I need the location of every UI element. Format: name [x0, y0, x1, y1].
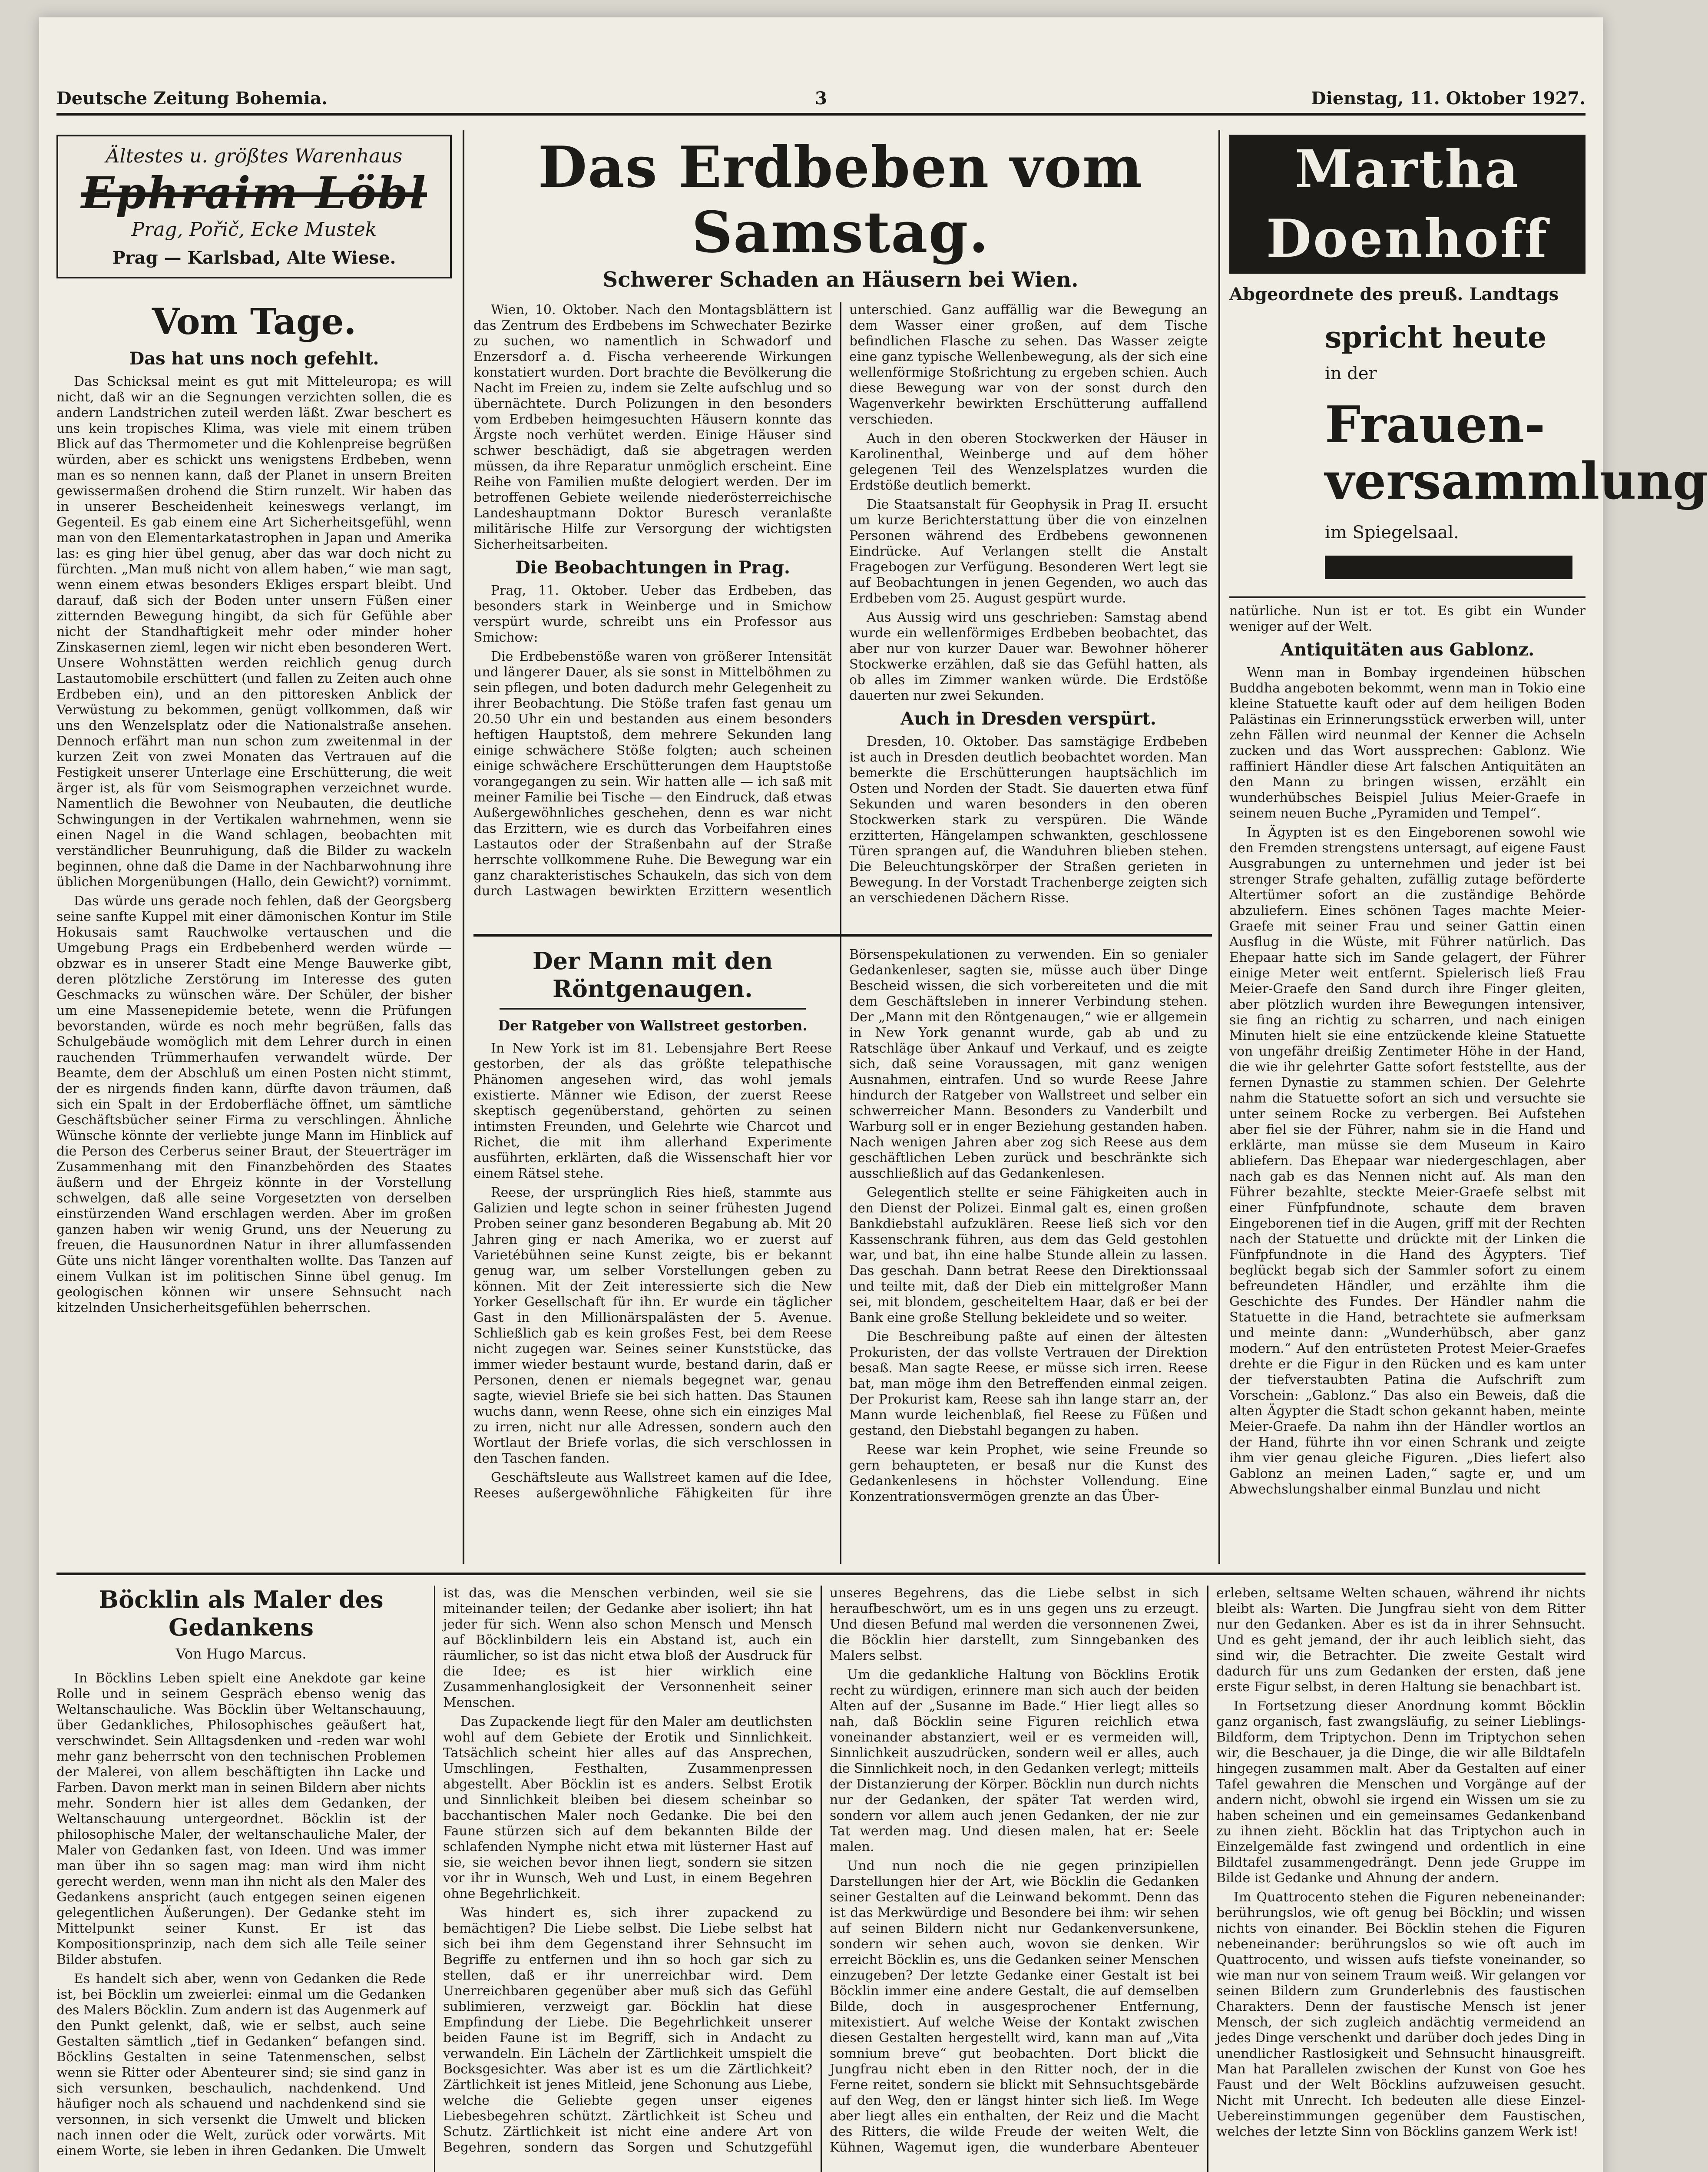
paragraph: Und nun noch die nie gegen prinzipiellen Darstellungen hier der Art, wie Böcklin die Gedanken seiner Gestalten auf die Leinwand bekommt. Denn das ist das Merkwürdige und Besondere bei ihm: wir sehen auf seinen Bildern nicht nur Gedankenversunkene, sondern wir sehen auch, wovon sie denken. Wir erreicht Böcklin es, uns die Gedanken seiner Menschen einzugeben? Der letzte Gedanke einer Gestalt ist bei Böcklin immer eine andere Gestalt, die auf demselben Bilde, doch in ausgesprochener Entfernung, mitexistiert. Auf welche Weise der Kontakt zwischen diesen Gestalten hergestellt wird, kann man auf „Vita somnium breve“ gut beobachten. Dort blickt die Jungfrau nicht eben in den Ritter noch, der in die Ferne reitet, sondern sie blickt mit Sehnsuchtsgebärde auf den Weg, den er längst hinter sich ließ. Im Wege aber liegt alles ein enthalten, der Reiz und die Macht des Ritters, die wilde Freude der weiten Welt, die Kühnen, Wagemut igen, die wunderbare Abenteuer erleben, seltsame Welten schauen, während ihr nichts bleibt als: Warten. Die Jungfrau sieht von dem Ritter nur den Gedanken. Aber es ist da in ihrer Sehnsucht. Und es geht jemand, der ihr auch leiblich sieht, das sind wir, die Betrachter. Die zweite Gestalt wird dadurch für uns zum Gedanken der ersten, daß jene erste Figur selbst, in deren Haltung sie benachbart ist. [830, 1586, 1586, 2155]
article-headline: Das Erdbeben vom Samstag. [538, 134, 1143, 265]
ad-brand-name: Ephraim Löbl [81, 167, 427, 219]
decorative-bar [1325, 556, 1572, 579]
article-title-gefehlt: Das hat uns noch gefehlt. [129, 348, 379, 369]
paragraph: Das Schicksal meint es gut mit Mitteleuropa; es will nicht, daß wir an die Segnungen verzichten sollen, die es andern Landstrichen zuteil werden läßt. Zwar beschert es uns kein tropisches Klima, was viele mit einem trüben Blick auf das Thermometer und die Kohlenpreise begrüßen würden, aber es schickt uns wenigstens Erdbeben, wenn man es so nennen kann, daß der Planet in unsern Breiten gewissermaßen drohend die Stirn runzelt. Wir haben das in unserer Bescheidenheit keineswegs verlangt, im Gegenteil. Es gab einem eine Art Sicherheitsgefühl, wenn man von den Elementarkatastrophen in Japan und Amerika las: es ging hier übel genug, aber das war doch nicht zu fürchten. „Man muß nicht von allem haben,“ wie man sagt, wenn einem etwas besonders Ekliges erspart bleibt. Und darauf, daß sich der Boden unter unsern Füßen einer zitternden Bewegung hingibt, da sich für Gefühle aber nicht der Standhaftigkeit mehr oder minder hoher Zinskasernen zieml, legen wir nicht eben besonderen Wert. Unsere Wohnstätten werden reichlich genug durch Lastautomobile erschüttert (und fallen zu Zeiten auch ohne Erdbeben ein), und an den pittoresken Anblick der Verwüstung zu bekommen, genügt vollkommen, daß wir uns den Wenzelsplatz oder die Nationalstraße ansehen. Dennoch erfährt man nun schon zum zweitenmal in der kurzen Zeit von zwei Monaten das Vertrauen auf die Festigkeit unserer Unterlage eine Erschütterung, die weit ärger ist, als für vom Seismographen verzeichnet wurde. Namentlich die Bewohner von Neubauten, die deutliche Schwingungen in der Vertikalen wahrnehmen, wenn sie einen Nagel in die Wand schlagen, beobachten mit verständlicher Beunruhigung, daß die Bilder zu wackeln beginnen, ohne daß die Dame in der Nachbarwohnung ihre üblichen Morgenübungen (Hallo, dein Gewicht?) vornimmt. [56, 374, 452, 890]
page-number: 3 [815, 88, 827, 109]
paragraph: In Fortsetzung dieser Anordnung kommt Böcklin ganz organisch, fast zwangsläufig, zu seiner Lieblings-Bildform, dem Triptychon. Denn im Triptychon sehen wir, die Beschauer, ja die Dinge, die wir alle Bildtafeln hingegen zusammen malt. Aber da Gestalten auf einer Tafel gewahren die Menschen und Vorgänge auf der andern nicht, obwohl sie irgend ein Wissen um sie zu haben scheinen und ein gemeinsames Gedankenband zu ihnen zieht. Böcklin hat das Triptychon auch in Einzelgemälde fast zwingend und ordentlich in eine Bildtafel zusammengedrängt. Denn jede Gruppe im Bilde ist Gedanke und Ahnung der andern. [1216, 1699, 1586, 1886]
paragraph: Die Erdbebenstöße waren von größerer Intensität und längerer Dauer, als sie sonst in Mittelböhmen zu sein pflegen, und boten dadurch mehr Gelegenheit zu ihrer Beobachtung. Die Stöße trafen fast genau um 20.50 Uhr ein und bestanden aus einem besonders heftigen Hauptstoß, dem mehrere Sekunden lang einige schwächere Stöße folgten; auch scheinen einige schwächere Erschütterungen dem Hauptstoße vorangegangen zu sein. Wir hatten alle — ich saß mit meiner Familie bei Tische — den Eindruck, daß etwas Außergewöhnliches geschehen, denn es war nicht das Erzittern, wie es durch das Vorbeifahren eines Lastautos oder der Straßenbahn auf der Straße herrschte vollkommene Ruhe. Die Bewegung war ein ganz charakteristisches Schaukeln, das sich von dem durch Lastwagen bewirkten Erzittern wesentlich unterschied. Ganz auffällig war die Bewegung an dem Wasser einer großen, auf dem Tische befindlichen Flasche zu sehen. Das Wasser zeigte eine ganz typische Wellenbewegung, als der sich eine wellenförmige Stoßrichtung zu ergeben schien. Auch diese Bewegung war von der sonst durch den Wagenverkehr bewirkten Erschütterung auffallend verschieden. [473, 302, 1208, 899]
paragraph: Wenn man in Bombay irgendeinen hübschen Buddha angeboten bekommt, wenn man in Tokio eine kleine Statuette kauft oder auf dem heiligen Boden Palästinas ein Erinnerungsstück erwerben will, unter zehn Fällen wird neunmal der Kenner die Achseln zucken und das Wort aussprechen: Gablonz. Wie raffiniert Händler diese Art falschen Antiquitäten an den Mann zu bringen wissen, erzählt ein wunderhübsches Beispiel Julius Meier-Graefe in seinem neuen Buche „Pyramiden und Tempel“. [1229, 665, 1586, 821]
byline: Von Hugo Marcus. [175, 1646, 307, 1662]
article-headline: Der Mann mit den Röntgenaugen. [532, 947, 773, 1003]
speaker-name: Martha Doenhoff [1229, 135, 1586, 274]
advertisement-loebl [56, 135, 452, 278]
column-right [1229, 135, 1708, 1564]
article-columns [56, 1586, 1586, 2172]
masthead-name: Deutsche Zeitung Bohemia. [56, 88, 328, 109]
article-headline: Böcklin als Maler des Gedankens [99, 1586, 384, 1641]
speaks-today: spricht heute [1325, 320, 1547, 355]
paragraph: Wien, 10. Oktober. Nach den Montagsblättern ist das Zentrum des Erdbebens im Schwechater Bezirke zu suchen, wo namentlich in Schwadorf und Enzersdorf a. d. Fischa verheerende Wirkungen konstatiert wurden. Dort brachte die Bevölkerung die Nacht im Freien zu, indem sie Zelte aufschlug und so übernächtete. Durch Polizungen in den besonders vom Erdbeben heimgesuchten Häusern konnte das Ärgste noch verhütet werden. Einige Häuser sind schwer beschädigt, daß sie abgetragen werden müssen, da ihre Reparatur unmöglich erscheint. Eine Reihe von Familien mußte delogiert werden. Der im betroffenen Gebiete weilende niederösterreichische Landeshauptmann Doktor Buresch veranlaßte militärische Hilfe zur Versorgung der wichtigsten Sicherheitsarbeiten. [473, 302, 832, 552]
event-name: Frauen-versammlung [1325, 395, 1708, 511]
paragraph: Es handelt sich aber, wenn von Gedanken die Rede ist, bei Böcklin um zweierlei: einmal um die Gedanken des Malers Böcklin. Zum andern ist das Augenmerk auf den Punkt gelenkt, daß, wie er selbst, auch seine Gestalten sämtlich „tief in Gedanken“ befangen sind. Böcklins Gestalten in seine Tatenmenschen, selbst wenn sie Ritter oder Abenteurer sind; sie sind ganz in sich versunken, beschaulich, nachdenkend. Und häufiger noch als schauend und nachdenkend sind sie versonnen, in sich versenkt die Umwelt und blicken nach innen oder die Welt, zurück oder vorwärts. Mit einem Worte, sie leben in ihren Gedanken. Die Umwelt ist das, was die Menschen verbinden, weil sie sie miteinander teilen; der Gedanke aber isoliert; ihn hat jeder für sich. Wenn also schon Mensch und Mensch auf Böcklinbildern leis ein Abstand ist, auch ein räumlicher, so ist das nicht etwa bloß der Ausdruck für die Idee; es ist hier wirklich eine Zusammenhanglosigkeit der Versonnenheit seiner Menschen. [56, 1586, 812, 2159]
issue-date: Dienstag, 11. Oktober 1927. [1311, 88, 1586, 109]
article-body-vom-tage [56, 374, 452, 1316]
paragraph: Reese war kein Prophet, wie seine Freunde so gern behaupteten, er besaß nur die Kunst des Gedankenlesens in höchster Vollendung. Eine Konzentrationsvermögen grenzte an das Über- [849, 1442, 1208, 1504]
paragraph: Um die gedankliche Haltung von Böcklins Erotik recht zu würdigen, erinnere man sich auch der beiden Alten auf der „Susanne im Bade.“ Hier liegt alles so nah, daß Böcklin seine Figuren reichlich etwa voneinander abstanziert, weil er es vermeiden will, Sinnlichkeit auszudrücken, sondern weil er alles, auch die Sinnlichkeit noch, in den Gedanken verlegt; mitteils der Distanzierung der Körper. Böcklin nun durch nichts nur der Gedanken, der später Tat werden wird, sondern vor allem auch jenen Gedanken, der nie zur Tat werden mag. Und diesen malen, hat er: Seele malen. [830, 1667, 1199, 1854]
article-subheadline: Der Ratgeber von Wallstreet gestorben. [498, 1017, 808, 1034]
paragraph: In Ägypten ist es den Eingeborenen sowohl wie den Fremden strengstens untersagt, auf eigene Faust Ausgrabungen zu unternehmen und jeder ist bei strenger Strafe gehalten, zufällig zutage beförderte Altertümer sofort an die zuständige Behörde abzuliefern. Eines schönen Tages machte Meier-Graefe mit seiner Frau und seiner Gattin einen Ausflug in die Wüste, mit Führer natürlich. Das Ehepaar hatte sich im Sande gelagert, der Führer einige Meter weit entfernt. Spielerisch ließ Frau Meier-Graefe den Sand durch ihre Finger gleiten, aber plötzlich wurden ihre Bewegungen intensiver, sie fing an richtig zu scharren, und nach einigen Minuten hielt sie eine entzückende kleine Statuette von ungefähr dreißig Zentimeter Höhe in der Hand, die wie ihr gelehrter Gatte sofort feststellte, aus der fernen Dynastie zu stammen schien. Der Gelehrte nahm die Statuette sofort an sich und versuchte sie unter seinem Rocke zu verbergen. Bei Aufstehen aber fiel sie der Führer, nahm sie in die Hand und erklärte, man müsse sie dem Museum in Kairo abliefern. Das Ehepaar war niedergeschlagen, aber nach gab es das Nennen nicht auf. Als man den Führer bezahlte, steckte Meier-Graefe selbst mit einer Fünfpfundnote, schaute dem braven Eingeborenen tief in die Augen, griff mit der Rechten nach der Statuette und drückte mit der Linken die Fünfpfundnote in die Hand des Ägypters. Tief beglückt begab sich der Sammler sofort zu einem befreundeten Händler, und erzählte ihm die Geschichte des Fundes. Der Händler nahm die Statuette in die Hand, betrachtete sie aufmerksam und meinte dann: „Wunderhübsch, aber ganz modern.“ Auf den entrüsteten Protest Meier-Graefes drehte er die Figur in den Rücken und es kam unter der tiefverstaubten Patina die Aufschrift zum Vorschein: „Gablonz.“ Das also ein Beweis, daß die alten Ägypter die Stadt schon gekannt haben, meinte Meier-Graefe. Da nahm ihn der Händler wortlos an der Hand, führte ihn vor einen Schrank und zeigte ihm vier genau gleiche Figuren. „Dies liefert also Gablonz an meinen Laden,“ sagte er, und um Abwechslungshalber einmal Bunzlau und nicht [1229, 825, 1586, 1497]
paragraph: Im Quattrocento stehen die Figuren nebeneinander: berührungslos, wie oft genug bei Böcklin; und wissen nichts von einander. Bei Böcklin stehen die Figuren nebeneinander: berührungslos so wie oft auch im Quattrocento, und wissen aufs tiefste voneinander, so wie man nur von seinem Traum weiß. Wir gelangen vor seinen Bildern zum Grunderlebnis des faustischen Charakters. Denn der faustische Mensch ist jener Mensch, der sich zugleich andächtig vermeidend an jedes Dinge verschenkt und darüber doch jedes Ding in unendlicher Rastlosigkeit und Sehnsucht hinausgreift. Man hat Parallelen zwischen der Kunst von Goe hes Faust und der Welt Böcklins aufzuweisen gesucht. Nicht mit Unrecht. Ich bedeuten alle diese Einzel-Uebereinstimmungen gegenüber dem Faustischen, welches der letzte Sinn von Böcklins ganzem Werk ist! [1216, 1890, 1586, 2139]
paragraph: Aus Aussig wird uns geschrieben: Samstag abend wurde ein wellenförmiges Erdbeben beobachtet, das aber nur von kurzer Dauer war. Bewohner höherer Stockwerke erzählen, daß sie das Gefühl hatten, als ob alles im Zimmer wanken würde. Die Erdstöße dauerten nur zwei Sekunden. [849, 610, 1208, 703]
paragraph: Dresden, 10. Oktober. Das samstägige Erdbeben ist auch in Dresden deutlich beobachtet worden. Man bemerkte die Erschütterungen hauptsächlich im Osten und Norden der Stadt. Sie dauerten etwa fünf Sekunden und waren besonders in den oberen Stockwerken stark zu verspüren. Die Wände erzitterten, Hängelampen schwankten, geschlossene Türen sprangen auf, die Wanduhren blieben stehen. Die Beleuchtungskörper der Straßen gerieten in Bewegung. In der Vorstadt Trachenberge zeigten sich an verschiedenen Dächern Risse. [849, 734, 1208, 906]
section-heading-prag: Die Beobachtungen in Prag. [515, 557, 790, 578]
running-head [56, 83, 1586, 116]
paragraph: Die Staatsanstalt für Geophysik in Prag II. ersucht um kurze Berichterstattung über die von einzelnen Personen während des Erdbebens gewonnenen Eindrücke. Auf Verlangen stellt die Anstalt Fragebogen zur Verfügung. Besonderen Wert legt sie auf Beobachtungen in jenen Gegenden, wo auch das Erdbeben vom 25. August gespürt wurde. [849, 497, 1208, 606]
article-boecklin [56, 1586, 1586, 2172]
speaker-role: Abgeordnete des preuß. Landtags [1229, 284, 1559, 305]
paragraph: Geschäftsleute aus Wallstreet kamen auf die Idee, Reeses außergewöhnliche Fähigkeiten für ihre Börsenspekulationen zu verwenden. Ein so genialer Gedankenleser, sagten sie, müsse auch über Dinge Bescheid wissen, die sich vorbereiteten und die mit dem Geschäftsleben in innerer Verbindung stehen. Der „Mann mit den Röntgenaugen,“ wie er allgemein in New York genannt wurde, gab ab und zu Ratschläge über Ankauf und Verkauf, und es zeigte sich, daß seine Voraussagen, mit ganz wenigen Ausnahmen, eintrafen. Und so wurde Reese Jahre hindurch der Ratgeber von Wallstreet und selber ein schwerreicher Mann. Besonders zu Vanderbilt und Warburg soll er in enger Beziehung gestanden haben. Nach wenigen Jahren aber zog sich Reese aus dem geschäftlichen Leben zurück und beschränkte sich ausschließlich auf das Gedankenlesen. [473, 947, 1208, 1501]
section-rule [56, 1573, 1586, 1575]
paragraph: Prag, 11. Oktober. Ueber das Erdbeben, das besonders stark in Weinberge und in Smichow verspürt wurde, schreibt uns ein Professor aus Smichow: [473, 583, 832, 645]
paragraph: Auch in den oberen Stockwerken der Häuser in Karolinenthal, Weinberge und auf dem höher gelegenen Teil des Wenzelsplatzes wurden die Erdstöße deutlich bemerkt. [849, 431, 1208, 493]
paragraph: Gelegentlich stellte er seine Fähigkeiten auch in den Dienst der Polizei. Einmal galt es, einen großen Bankdiebstahl aufzuklären. Reese ließ sich vor den Kassenschrank führen, aus dem das Geld gestohlen war, und bat, ihn eine halbe Stunde allein zu lassen. Das geschah. Dann betrat Reese den Direktionssaal und teilte mit, daß der Dieb ein mittelgroßer Mann sei, mit blondem, gescheiteltem Haar, daß er bei der Bank eine große Stellung bekleidete und so weiter. [849, 1185, 1208, 1325]
article-columns [473, 947, 1208, 1564]
paragraph: In New York ist im 81. Lebensjahre Bert Reese gestorben, der als das größte telepathische Phänomen angesehen wird, das wohl jemals existierte. Männer wie Edison, der zuerst Reese skeptisch gegenüberstand, gehörten zu seinen intimsten Freunden, und Gelehrte wie Charcot und Richet, die mit ihm allerhand Experimente ausführten, erklärten, daß die Wissenschaft hier vor einem Rätsel stehe. [473, 1041, 832, 1181]
article-gablonz [1229, 596, 1586, 1497]
column-left [56, 135, 452, 1564]
ad-tagline: Ältestes u. größtes Warenhaus [106, 145, 403, 167]
newspaper-page [39, 17, 1708, 2172]
section-heading-dresden: Auch in Dresden verspürt. [900, 709, 1156, 729]
paragraph: Das Zupackende liegt für den Maler am deutlichsten wohl auf dem Gebiete der Erotik und Sinnlichkeit. Tatsächlich scheint hier alles auf das Ansprechen, Umschlingen, Festhalten, Zusammenpressen abgestellt. Aber Böcklin ist es anders. Selbst Erotik und Sinnlichkeit bleiben bei diesem scheinbar so bacchantischen Maler noch Gedanke. Die bei den Faune stürzen sich auf dem bekannten Bilde der schlafenden Nymphe nicht etwa mit lüsterner Hast auf sie, sie weichen bevor ihnen liegt, sondern sie sitzen vor ihr in Wunsch, Weh und Lust, in einem Begehren ohne Begehrlichkeit. [443, 1714, 812, 1901]
paragraph: Was hindert es, sich ihrer zupackend zu bemächtigen? Die Liebe selbst. Die Liebe selbst hat sich bei ihm dem Gegenstand ihrer Sehnsucht im Begriffe zu entfernen und ihn so hoch gar sich zu stellen, daß er ihr unerreichbar wird. Dem Unerreichbaren gegenüber aber muß sich das Gefühl sublimieren, verzweigt gar. Böcklin hat diese Empfindung der Liebe. Die Begehrlichkeit unserer beiden Faune ist im Begriff, sich in Andacht zu verwandeln. Ein Lächeln der Zärtlichkeit umspielt die Bocksgesichter. Was aber ist es um die Zärtlichkeit? Zärtlichkeit ist jenes Mitleid, jene Schonung aus Liebe, welche die Geliebte gegen unser eigenes Liebesbegehren schützt. Zärtlichkeit ist Scheu und Schutz. Zärtlichkeit ist nicht eine andere Art von Begehren, sondern das Sorgen und Schutzgefühl unseres Begehrens, das die Liebe selbst in sich heraufbeschwört, um es in uns gegen uns zu erzeugt. Und diesen Befund mal werden die versonnenen Zwei, die Böcklin hier darstellt, zum Sinngebanken des Malers selbst. [443, 1586, 1199, 2155]
in-the: in der [1325, 364, 1377, 384]
article-columns [473, 302, 1208, 989]
paragraph: Die Beschreibung paßte auf einen der ältesten Prokuristen, der das vollste Vertrauen der Direktion besaß. Man sagte Reese, er müsse sich irren. Reese bat, man möge ihm den Betreffenden einmal zeigen. Der Prokurist kam, Reese sah ihn lange starr an, der Mann wurde leichenblaß, fiel Reese zu Füßen und gestand, den Diebstahl begangen zu haben. [849, 1329, 1208, 1438]
announcement-doenhoff [1229, 135, 1708, 579]
paragraph: In Böcklins Leben spielt eine Anekdote gar keine Rolle und in seinem Gespräch ebenso wenig das Weltanschauliche. Was Böcklin über Weltanschauung, über Gedankliches, Philosophisches geäußert hat, verschwindet. Sein Alltagsdenken und -reden war wohl mehr ganz beherrscht von den technischen Problemen der Malerei, von allem beschäftigten ihn Lacke und Farben. Davon merkt man in seinen Bildern aber nichts mehr. Sondern hier ist alles dem Gedanken, der Weltanschauung untergeordnet. Böcklin ist der philosophische Maler, der weltanschauliche Maler, der Maler von Gedanken fast, von Ideen. Und was immer man über ihn so sagen mag: man wird ihm nicht gerecht werden, wenn man ihn nicht als den Maler des Gedankens anspricht (auch entgegen seinen eigenen gelegentlichen Äußerungen). Der Gedanke steht im Mittelpunkt seiner Kunst. Er ist das Kompositionsprinzip, nach dem sich alle Teile seiner Bilder abstufen. [56, 1671, 426, 1967]
venue: im Spiegelsaal. [1325, 523, 1459, 543]
headline-divider [500, 1008, 806, 1010]
paragraph: Reese, der ursprünglich Ries hieß, stammte aus Galizien und legte schon in seiner frühesten Jugend Proben seiner ganz besonderen Begabung ab. Mit 20 Jahren ging er nach Amerika, wo er zuerst auf Varietébühnen seine Kunst zeigte, bis er bekannt genug war, um selber Vorstellungen geben zu können. Mit der Zeit interessierte sich die New Yorker Gesellschaft für ihn. Er wurde ein täglicher Gast in den Millionärspalästen der 5. Avenue. Schließlich gab es kein großes Fest, bei dem Reese nicht zugegen war. Seines seiner Kunststücke, das immer wieder bestaunt wurde, bestand darin, daß er Personen, denen er niemals begegnet war, genau sagte, wieviel Briefe sie bei sich hatten. Das Staunen wuchs dann, wenn Reese, ohne sich ein einziges Mal zu irren, nicht nur alle Adressen, sondern auch den Wortlaut der Briefe vorlas, die sich verschlossen in den Taschen fanden. [473, 1185, 832, 1466]
article-headline: Antiquitäten aus Gablonz. [1280, 639, 1535, 660]
ad-address-script: Prag, Pořič, Ecke Mustek [131, 219, 377, 241]
article-roentgenaugen [473, 947, 1208, 1564]
section-title-vom-tage: Vom Tage. [152, 301, 357, 343]
article-subheadline: Schwerer Schaden an Häusern bei Wien. [602, 268, 1079, 292]
column-rule [1218, 130, 1220, 1564]
ad-cities: Prag — Karlsbad, Alte Wiese. [112, 248, 396, 268]
article-erdbeben [473, 135, 1208, 930]
column-rule [463, 130, 464, 1564]
paragraph: natürliche. Nun ist er tot. Es gibt ein Wunder weniger auf der Welt. [1229, 603, 1586, 634]
paragraph: Das würde uns gerade noch fehlen, daß der Georgsberg seine sanfte Kuppel mit einer dämonischen Kontur im Stile Hokusais samt Rauchwolke vertauschen und die Umgebung Prags ein Erdbebenherd werden würde — obzwar es in unserer Stadt eine Menge Bauwerke gibt, deren plötzliche Zerstörung im Interesse des guten Geschmacks zu wünschen wäre. Der Schüler, der bisher um eine Massenepidemie betete, wenn die Prüfungen bevorstanden, würde es noch mehr begrüßen, falls das Schulgebäude womöglich mit dem Lehrer durch in einen rauchenden Trümmerhaufen verwandelt würde. Der Beamte, dem der Abschluß um einen Posten nicht stimmt, der es nirgends finden kann, dürfte davon träumen, daß sich ein Spalt in der Erdoberfläche öffnet, um sämtliche Geschäftsbücher seiner Firma zu verschlingen. Ähnliche Wünsche könnte der verliebte junge Mann im Hinblick auf die Person des Cerberus seiner Braut, der Steuerträger im Zusammenhang mit den Finanzbehörden des Staates äußern und der Ehrgeiz könnte in der Vorstellung schwelgen, daß alle seine Vorgesetzten von derselben einstürzenden Wand erschlagen werden. Aber im großen ganzen haben wir wenig Grund, uns der Neuerung zu freuen, die Hausunordnen Natur in ihrer allumfassenden Güte uns nicht länger vorenthalten wollte. Das Tanzen auf einem Vulkan ist im politischen Sinne übel genug. Im geologischen können wir unsere Sehnsucht nach kitzelnden Unsicherheitsgefühlen beherrschen. [56, 894, 452, 1315]
